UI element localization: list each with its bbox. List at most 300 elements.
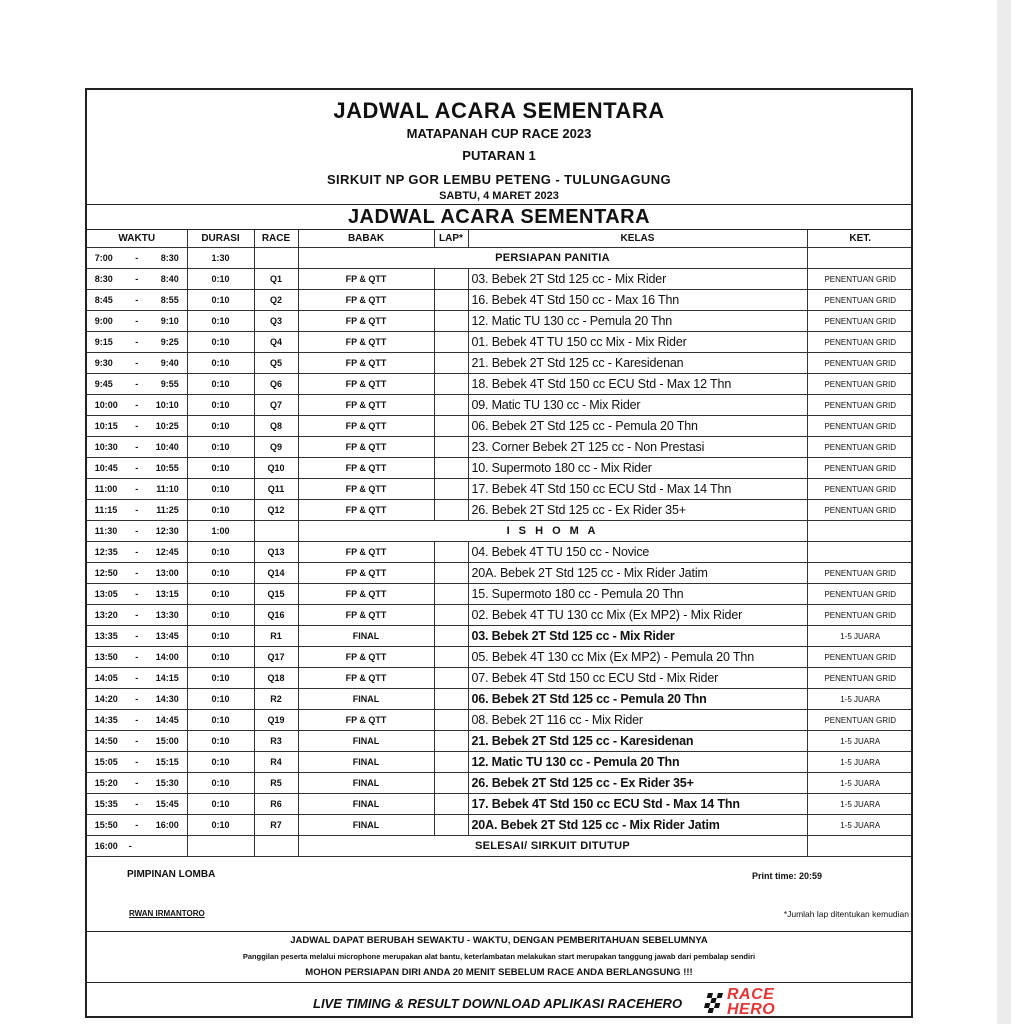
ket-cell: PENENTUAN GRID [807, 374, 913, 395]
ket-cell: PENENTUAN GRID [807, 710, 913, 731]
time-cell [87, 248, 187, 269]
start-time: 8:30 [94, 274, 113, 284]
table-row [87, 794, 913, 815]
babak-cell: FP & QTT [298, 500, 434, 521]
col-race: RACE [254, 230, 298, 248]
ket-cell [807, 521, 913, 542]
kelas-cell: 23. Corner Bebek 2T 125 cc - Non Prestasi [468, 437, 807, 458]
ket-cell: PENENTUAN GRID [807, 311, 913, 332]
time-cell [87, 416, 187, 437]
start-time: 9:30 [94, 358, 113, 368]
table-row [87, 689, 913, 710]
lap-cell [434, 731, 468, 752]
lap-cell [434, 815, 468, 836]
col-ket: KET. [807, 230, 913, 248]
end-time: 15:15 [155, 757, 179, 767]
table-row [87, 395, 913, 416]
kelas-cell: 20A. Bebek 2T Std 125 cc - Mix Rider Jatim [468, 815, 807, 836]
race-cell [254, 248, 298, 269]
end-time: 8:30 [160, 253, 179, 263]
lap-cell [434, 374, 468, 395]
time-dash: - [135, 379, 139, 389]
time-dash: - [135, 568, 139, 578]
race-cell: Q17 [254, 647, 298, 668]
start-time: 9:15 [94, 337, 113, 347]
page-title: JADWAL ACARA SEMENTARA [333, 98, 665, 123]
durasi-cell: 0:10 [187, 479, 254, 500]
notice-line-2: Panggilan peserta melalui microphone merupakan alat bantu, keterlambatan melakukan start merupakan tanggung jawab dari pembalap sendiri [242, 952, 756, 961]
lap-cell [434, 563, 468, 584]
end-time: 8:55 [160, 295, 179, 305]
table-row [87, 584, 913, 605]
end-time: 9:25 [160, 337, 179, 347]
time-cell [87, 794, 187, 815]
signature-area [87, 857, 911, 931]
time-cell [87, 353, 187, 374]
end-time: 14:45 [155, 715, 179, 725]
race-cell: Q12 [254, 500, 298, 521]
kelas-cell: 05. Bebek 4T 130 cc Mix (Ex MP2) - Pemula 20 Thn [468, 647, 807, 668]
babak-cell: FP & QTT [298, 542, 434, 563]
durasi-cell: 0:10 [187, 710, 254, 731]
kelas-cell: 12. Matic TU 130 cc - Pemula 20 Thn [468, 752, 807, 773]
time-cell [87, 395, 187, 416]
time-cell [87, 815, 187, 836]
race-cell: Q8 [254, 416, 298, 437]
span-text-cell: PERSIAPAN PANITIA [298, 248, 807, 269]
table-row [87, 353, 913, 374]
table-row [87, 710, 913, 731]
ket-cell: 1-5 JUARA [807, 626, 913, 647]
table-row [87, 500, 913, 521]
ket-cell: PENENTUAN GRID [807, 563, 913, 584]
start-time: 12:35 [94, 547, 118, 557]
babak-cell: FINAL [298, 689, 434, 710]
ket-cell: PENENTUAN GRID [807, 332, 913, 353]
race-cell: Q16 [254, 605, 298, 626]
kelas-cell: 09. Matic TU 130 cc - Mix Rider [468, 395, 807, 416]
start-time: 15:35 [94, 799, 118, 809]
start-time: 9:00 [94, 316, 113, 326]
babak-cell: FINAL [298, 815, 434, 836]
print-time: Print time: 20:59 [752, 871, 823, 881]
lap-cell [434, 584, 468, 605]
start-time: 10:45 [94, 463, 118, 473]
end-time: 13:00 [155, 568, 179, 578]
end-time: 10:10 [155, 400, 179, 410]
ket-cell: PENENTUAN GRID [807, 605, 913, 626]
table-row [87, 521, 913, 542]
racehero-logo [702, 987, 782, 1018]
babak-cell: FP & QTT [298, 353, 434, 374]
end-time: 10:40 [155, 442, 179, 452]
time-dash: - [135, 694, 139, 704]
lap-cell [434, 500, 468, 521]
time-dash: - [135, 505, 139, 515]
end-time: 16:00 [155, 820, 179, 830]
end-time: 9:55 [160, 379, 179, 389]
event-name: MATAPANAH CUP RACE 2023 [406, 126, 592, 141]
time-dash: - [135, 757, 139, 767]
durasi-cell: 0:10 [187, 542, 254, 563]
start-time: 11:30 [94, 526, 118, 536]
kelas-cell: 01. Bebek 4T TU 150 cc Mix - Mix Rider [468, 332, 807, 353]
start-time: 10:15 [94, 421, 118, 431]
schedule-subtitle: JADWAL ACARA SEMENTARA [87, 205, 911, 230]
start-time: 11:15 [94, 505, 118, 515]
kelas-cell: 18. Bebek 4T Std 150 cc ECU Std - Max 12 Thn [468, 374, 807, 395]
ket-cell: PENENTUAN GRID [807, 290, 913, 311]
table-row [87, 374, 913, 395]
time-dash: - [135, 400, 139, 410]
kelas-cell: 21. Bebek 2T Std 125 cc - Karesidenan [468, 731, 807, 752]
time-cell [87, 521, 187, 542]
babak-cell: FP & QTT [298, 668, 434, 689]
durasi-cell: 0:10 [187, 794, 254, 815]
race-cell [254, 521, 298, 542]
durasi-cell: 0:10 [187, 815, 254, 836]
babak-cell: FP & QTT [298, 584, 434, 605]
table-header-row [87, 230, 913, 248]
race-cell: Q2 [254, 290, 298, 311]
col-kelas: KELAS [468, 230, 807, 248]
end-time: 12:45 [155, 547, 179, 557]
babak-cell: FP & QTT [298, 269, 434, 290]
race-cell: R6 [254, 794, 298, 815]
race-cell: R5 [254, 773, 298, 794]
durasi-cell: 1:30 [187, 248, 254, 269]
time-dash: - [135, 799, 139, 809]
race-cell: R7 [254, 815, 298, 836]
durasi-cell: 0:10 [187, 437, 254, 458]
end-time: 12:30 [155, 526, 179, 536]
babak-cell: FP & QTT [298, 395, 434, 416]
babak-cell: FP & QTT [298, 437, 434, 458]
babak-cell: FP & QTT [298, 563, 434, 584]
babak-cell: FP & QTT [298, 458, 434, 479]
ket-cell: PENENTUAN GRID [807, 395, 913, 416]
notice-line-1: JADWAL DAPAT BERUBAH SEWAKTU - WAKTU, DENGAN PEMBERITAHUAN SEBELUMNYA [290, 935, 708, 946]
time-cell [87, 689, 187, 710]
durasi-cell: 0:10 [187, 626, 254, 647]
start-time: 16:00 [94, 841, 118, 851]
start-time: 14:50 [94, 736, 118, 746]
start-time: 13:05 [94, 589, 118, 599]
time-cell [87, 563, 187, 584]
ket-cell: PENENTUAN GRID [807, 437, 913, 458]
lap-cell [434, 479, 468, 500]
lap-cell [434, 458, 468, 479]
kelas-cell: 21. Bebek 2T Std 125 cc - Karesidenan [468, 353, 807, 374]
time-dash: - [128, 841, 132, 851]
durasi-cell: 0:10 [187, 416, 254, 437]
table-row [87, 437, 913, 458]
end-time: 9:40 [160, 358, 179, 368]
time-cell [87, 374, 187, 395]
durasi-cell: 1:00 [187, 521, 254, 542]
table-row [87, 290, 913, 311]
kelas-cell: 26. Bebek 2T Std 125 cc - Ex Rider 35+ [468, 500, 807, 521]
time-cell [87, 479, 187, 500]
time-dash: - [135, 316, 139, 326]
babak-cell: FINAL [298, 731, 434, 752]
lap-cell [434, 311, 468, 332]
table-row [87, 416, 913, 437]
end-time: 15:00 [155, 736, 179, 746]
start-time: 7:00 [94, 253, 113, 263]
start-time: 14:05 [94, 673, 118, 683]
ket-cell: 1-5 JUARA [807, 689, 913, 710]
time-dash: - [135, 253, 139, 263]
race-cell [254, 836, 298, 857]
ket-cell: PENENTUAN GRID [807, 269, 913, 290]
kelas-cell: 16. Bebek 4T Std 150 cc - Max 16 Thn [468, 290, 807, 311]
race-cell: Q13 [254, 542, 298, 563]
durasi-cell: 0:10 [187, 500, 254, 521]
table-row [87, 626, 913, 647]
time-cell [87, 458, 187, 479]
time-cell [87, 437, 187, 458]
ket-cell [807, 542, 913, 563]
time-cell [87, 836, 187, 857]
ket-cell: 1-5 JUARA [807, 773, 913, 794]
kelas-cell: 03. Bebek 2T Std 125 cc - Mix Rider [468, 626, 807, 647]
lap-cell [434, 416, 468, 437]
time-dash: - [135, 463, 139, 473]
start-time: 14:35 [94, 715, 118, 725]
race-cell: R4 [254, 752, 298, 773]
table-row [87, 731, 913, 752]
ket-cell: PENENTUAN GRID [807, 416, 913, 437]
signature-name: RWAN IRMANTORO [129, 909, 205, 918]
start-time: 13:50 [94, 652, 118, 662]
ket-cell: PENENTUAN GRID [807, 668, 913, 689]
lap-cell [434, 290, 468, 311]
live-timing-text: LIVE TIMING & RESULT DOWNLOAD APLIKASI RACEHERO [313, 996, 683, 1011]
time-dash: - [135, 547, 139, 557]
ket-cell: PENENTUAN GRID [807, 458, 913, 479]
logo-line-1: RACE [727, 986, 775, 1003]
babak-cell: FP & QTT [298, 605, 434, 626]
race-cell: Q4 [254, 332, 298, 353]
start-time: 10:30 [94, 442, 118, 452]
start-time: 8:45 [94, 295, 113, 305]
race-cell: R1 [254, 626, 298, 647]
race-cell: Q15 [254, 584, 298, 605]
race-cell: Q6 [254, 374, 298, 395]
start-time: 9:45 [94, 379, 113, 389]
durasi-cell: 0:10 [187, 689, 254, 710]
kelas-cell: 02. Bebek 4T TU 130 cc Mix (Ex MP2) - Mix Rider [468, 605, 807, 626]
time-dash: - [135, 631, 139, 641]
table-row [87, 836, 913, 857]
end-time: 13:45 [155, 631, 179, 641]
time-dash: - [135, 421, 139, 431]
ket-cell: PENENTUAN GRID [807, 584, 913, 605]
time-cell [87, 752, 187, 773]
babak-cell: FP & QTT [298, 311, 434, 332]
table-row [87, 605, 913, 626]
lap-cell [434, 794, 468, 815]
time-dash: - [135, 358, 139, 368]
kelas-cell: 17. Bebek 4T Std 150 cc ECU Std - Max 14 Thn [468, 479, 807, 500]
durasi-cell: 0:10 [187, 563, 254, 584]
race-cell: Q11 [254, 479, 298, 500]
end-time: 13:30 [155, 610, 179, 620]
side-scroll-edge [997, 0, 1011, 1024]
race-cell: Q1 [254, 269, 298, 290]
kelas-cell: 17. Bebek 4T Std 150 cc ECU Std - Max 14 Thn [468, 794, 807, 815]
kelas-cell: 07. Bebek 4T Std 150 cc ECU Std - Mix Rider [468, 668, 807, 689]
ket-cell [807, 248, 913, 269]
lap-cell [434, 437, 468, 458]
time-cell [87, 332, 187, 353]
race-cell: Q19 [254, 710, 298, 731]
start-time: 11:00 [94, 484, 118, 494]
ket-cell: PENENTUAN GRID [807, 647, 913, 668]
durasi-cell: 0:10 [187, 647, 254, 668]
table-row [87, 647, 913, 668]
table-row [87, 668, 913, 689]
babak-cell: FP & QTT [298, 710, 434, 731]
durasi-cell: 0:10 [187, 353, 254, 374]
schedule-table [87, 230, 913, 857]
time-dash: - [135, 589, 139, 599]
col-waktu: WAKTU [87, 230, 187, 248]
end-time: 14:00 [155, 652, 179, 662]
end-time: 10:25 [155, 421, 179, 431]
start-time: 15:05 [94, 757, 118, 767]
time-cell [87, 710, 187, 731]
ket-cell [807, 836, 913, 857]
ket-cell: 1-5 JUARA [807, 815, 913, 836]
kelas-cell: 08. Bebek 2T 116 cc - Mix Rider [468, 710, 807, 731]
table-row [87, 311, 913, 332]
babak-cell: FP & QTT [298, 374, 434, 395]
race-cell: Q14 [254, 563, 298, 584]
table-row [87, 248, 913, 269]
kelas-cell: 06. Bebek 2T Std 125 cc - Pemula 20 Thn [468, 689, 807, 710]
lap-cell [434, 269, 468, 290]
lap-cell [434, 647, 468, 668]
babak-cell: FINAL [298, 626, 434, 647]
race-cell: Q3 [254, 311, 298, 332]
lap-note: *Jumlah lap ditentukan kemudian [783, 909, 909, 919]
durasi-cell: 0:10 [187, 311, 254, 332]
lap-cell [434, 752, 468, 773]
notices-box [87, 931, 911, 983]
babak-cell: FINAL [298, 773, 434, 794]
time-dash: - [135, 652, 139, 662]
start-time: 15:20 [94, 778, 118, 788]
lap-cell [434, 773, 468, 794]
durasi-cell: 0:10 [187, 374, 254, 395]
durasi-cell: 0:10 [187, 269, 254, 290]
time-dash: - [135, 526, 139, 536]
table-row [87, 269, 913, 290]
kelas-cell: 04. Bebek 4T TU 150 cc - Novice [468, 542, 807, 563]
table-row [87, 542, 913, 563]
ket-cell: 1-5 JUARA [807, 752, 913, 773]
signature-title: PIMPINAN LOMBA [127, 869, 216, 880]
time-cell [87, 290, 187, 311]
time-dash: - [135, 820, 139, 830]
durasi-cell: 0:10 [187, 584, 254, 605]
durasi-cell [187, 836, 254, 857]
start-time: 10:00 [94, 400, 118, 410]
kelas-cell: 10. Supermoto 180 cc - Mix Rider [468, 458, 807, 479]
time-dash: - [135, 778, 139, 788]
end-time: 8:40 [160, 274, 179, 284]
time-cell [87, 269, 187, 290]
ket-cell: PENENTUAN GRID [807, 479, 913, 500]
time-cell [87, 500, 187, 521]
time-cell [87, 647, 187, 668]
start-time: 14:20 [94, 694, 118, 704]
col-lap: LAP* [434, 230, 468, 248]
time-dash: - [135, 610, 139, 620]
time-dash: - [135, 442, 139, 452]
circuit-name: SIRKUIT NP GOR LEMBU PETENG - TULUNGAGUNG [326, 172, 672, 187]
time-cell [87, 584, 187, 605]
logo-line-2: HERO [727, 1001, 776, 1018]
schedule-sheet [85, 88, 913, 1018]
end-time: 11:25 [156, 505, 179, 515]
durasi-cell: 0:10 [187, 458, 254, 479]
notice-line-3: MOHON PERSIAPAN DIRI ANDA 20 MENIT SEBELUM RACE ANDA BERLANGSUNG !!! [305, 967, 693, 978]
start-time: 12:50 [94, 568, 118, 578]
durasi-cell: 0:10 [187, 332, 254, 353]
time-cell [87, 731, 187, 752]
ket-cell: 1-5 JUARA [807, 731, 913, 752]
end-time: 14:30 [155, 694, 179, 704]
babak-cell: FP & QTT [298, 479, 434, 500]
event-date: SABTU, 4 MARET 2023 [439, 190, 559, 202]
kelas-cell: 20A. Bebek 2T Std 125 cc - Mix Rider Jatim [468, 563, 807, 584]
table-row [87, 458, 913, 479]
lap-cell [434, 395, 468, 416]
end-time: 10:55 [155, 463, 179, 473]
col-durasi: DURASI [187, 230, 254, 248]
time-dash: - [135, 715, 139, 725]
checkered-flag-icon [702, 993, 726, 1015]
ket-cell: 1-5 JUARA [807, 794, 913, 815]
babak-cell: FP & QTT [298, 416, 434, 437]
durasi-cell: 0:10 [187, 605, 254, 626]
race-cell: Q10 [254, 458, 298, 479]
table-row [87, 563, 913, 584]
end-time: 9:10 [160, 316, 179, 326]
babak-cell: FP & QTT [298, 290, 434, 311]
race-cell: R2 [254, 689, 298, 710]
durasi-cell: 0:10 [187, 731, 254, 752]
kelas-cell: 15. Supermoto 180 cc - Pemula 20 Thn [468, 584, 807, 605]
ket-cell: PENENTUAN GRID [807, 500, 913, 521]
lap-cell [434, 353, 468, 374]
kelas-cell: 03. Bebek 2T Std 125 cc - Mix Rider [468, 269, 807, 290]
end-time: 15:45 [155, 799, 179, 809]
race-cell: Q9 [254, 437, 298, 458]
race-cell: R3 [254, 731, 298, 752]
lap-cell [434, 689, 468, 710]
kelas-cell: 06. Bebek 2T Std 125 cc - Pemula 20 Thn [468, 416, 807, 437]
race-cell: Q5 [254, 353, 298, 374]
time-cell [87, 605, 187, 626]
table-row [87, 752, 913, 773]
durasi-cell: 0:10 [187, 773, 254, 794]
time-cell [87, 311, 187, 332]
end-time: 11:10 [156, 484, 179, 494]
